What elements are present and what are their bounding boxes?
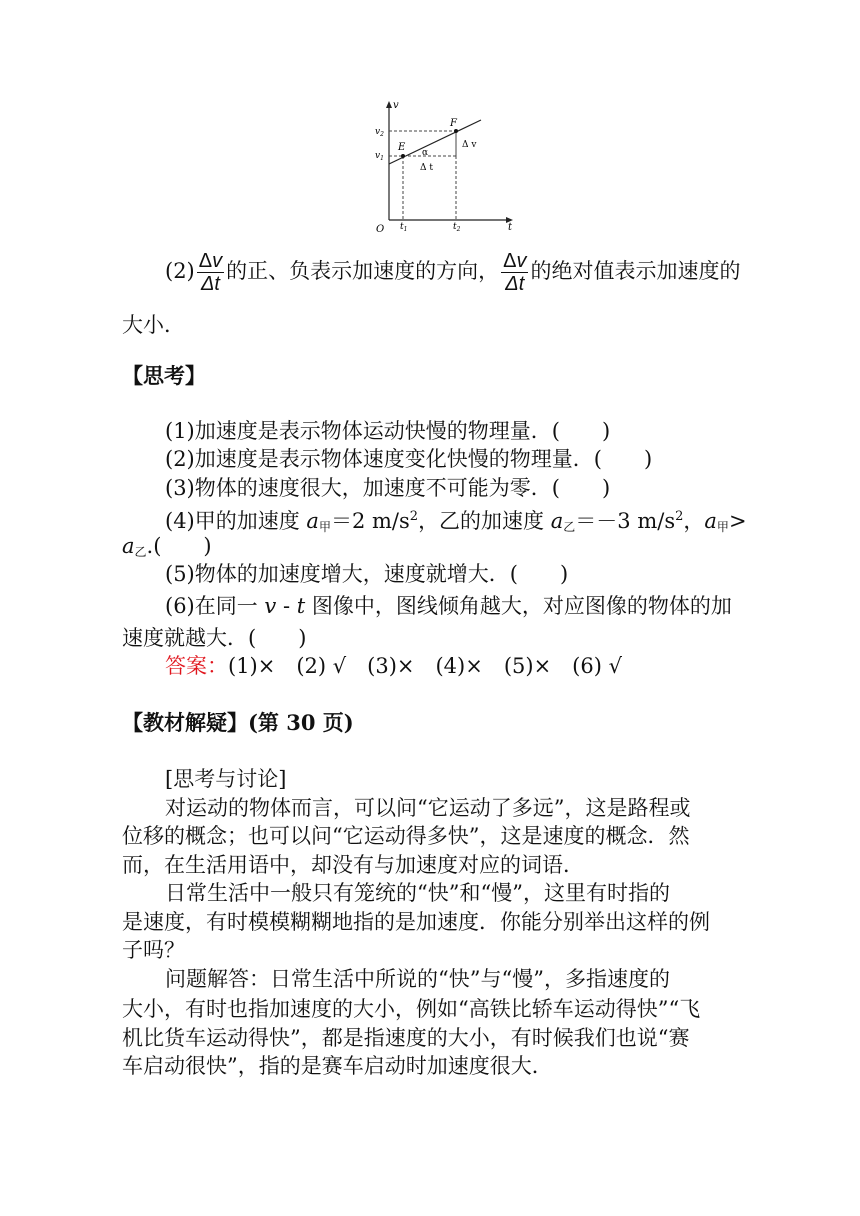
note-2-text-2: 的绝对值表示加速度的 [530,259,741,283]
para-1-line-3: 而，在生活用语中，却没有与加速度对应的词语． [122,853,584,877]
answer-line-1: 问题解答：日常生活中所说的“快”与“慢”，多指速度的 [165,967,670,991]
think-item-4-line-2: $a_乙$.( ) [122,534,212,559]
think-item-5: (5)物体的加速度增大，速度就增大．( ) [165,562,569,586]
answer-text: (1)× (2) √ (3)× (4)× (5)× (6) √ [228,654,622,678]
note-2-text-1: 的正、负表示加速度的方向， [226,259,500,283]
discussion-subtitle: [思考与讨论] [165,767,287,791]
para-1-line-1: 对运动的物体而言，可以问“它运动了多远”，这是路程或 [165,796,691,820]
delta-v-label: Δ v [462,140,477,150]
answer-line-2: 大小，有时也指加速度的大小，例如“高铁比轿车运动得快”“飞 [122,997,701,1021]
delta-v-over-delta-t-fraction-2: $\frac{\Delta v}{\Delta t}$ [503,250,527,295]
origin-label: O [376,224,385,235]
t1-label: $t_1$ [400,222,408,233]
point-e-dot [401,154,405,158]
point-f-dot [454,129,458,133]
para-2-line-1: 日常生活中一般只有笼统的“快”和“慢”，这里有时指的 [165,881,670,905]
answer-heading: 问题解答： [165,967,270,991]
textbook-page: (第 30 页) [248,710,354,735]
v2-label: $v_2$ [375,127,384,138]
v-axis-arrow [386,101,392,108]
think-title: 【思考】 [122,363,206,388]
think-item-4: (4)甲的加速度 $a_甲=2$ $m/s^2$，乙的加速度 $a_乙=-3$ $m/s^2$，$a_甲>$ [165,509,747,534]
textbook-heading [122,710,354,736]
point-e-label: E [398,142,406,153]
point-f-label: F [450,118,457,129]
think-item-2: (2)加速度是表示物体速度变化快慢的物理量．( ) [165,447,653,471]
v1-label: $v_1$ [375,151,384,162]
t2-label: $t_2$ [453,222,461,233]
answer-label: 答案： [165,654,228,678]
think-answer [165,653,622,679]
think-item-3: (3)物体的速度很大，加速度不可能为零．( ) [165,476,611,500]
think-item-1: (1)加速度是表示物体运动快慢的物理量．( ) [165,419,611,443]
alpha-label: α [422,148,429,158]
para-2-line-2: 是速度，有时模模糊糊地指的是加速度．你能分别举出这样的例 [122,910,710,934]
textbook-title: 【教材解疑】 [122,710,248,735]
note-2-line-2: 大小． [122,313,185,337]
axis-t-label: t [508,222,513,233]
axis-v-label: v [393,100,399,111]
note-2-line-1 [165,246,740,296]
answer-line-3: 机比货车运动得快”，都是指速度的大小，有时候我们也说“赛 [122,1026,690,1050]
answer-line-4: 车启动很快”，指的是赛车启动时加速度很大． [122,1054,553,1078]
v-t-graph [370,98,520,236]
think-item-6-line-2: 速度就越大．( ) [122,626,307,650]
think-item-6: (6)在同一 v - t 图像中，图线倾角越大，对应图像的物体的加 [165,594,732,618]
delta-v-over-delta-t-fraction: $\frac{\Delta v}{\Delta t}$ [198,250,223,295]
para-1-line-2: 位移的概念；也可以问“它运动得多快”，这是速度的概念．然 [122,824,690,848]
delta-t-label: Δ t [420,163,433,173]
para-2-line-3: 子吗？ [122,938,185,962]
note-2-prefix: (2) [165,259,195,283]
